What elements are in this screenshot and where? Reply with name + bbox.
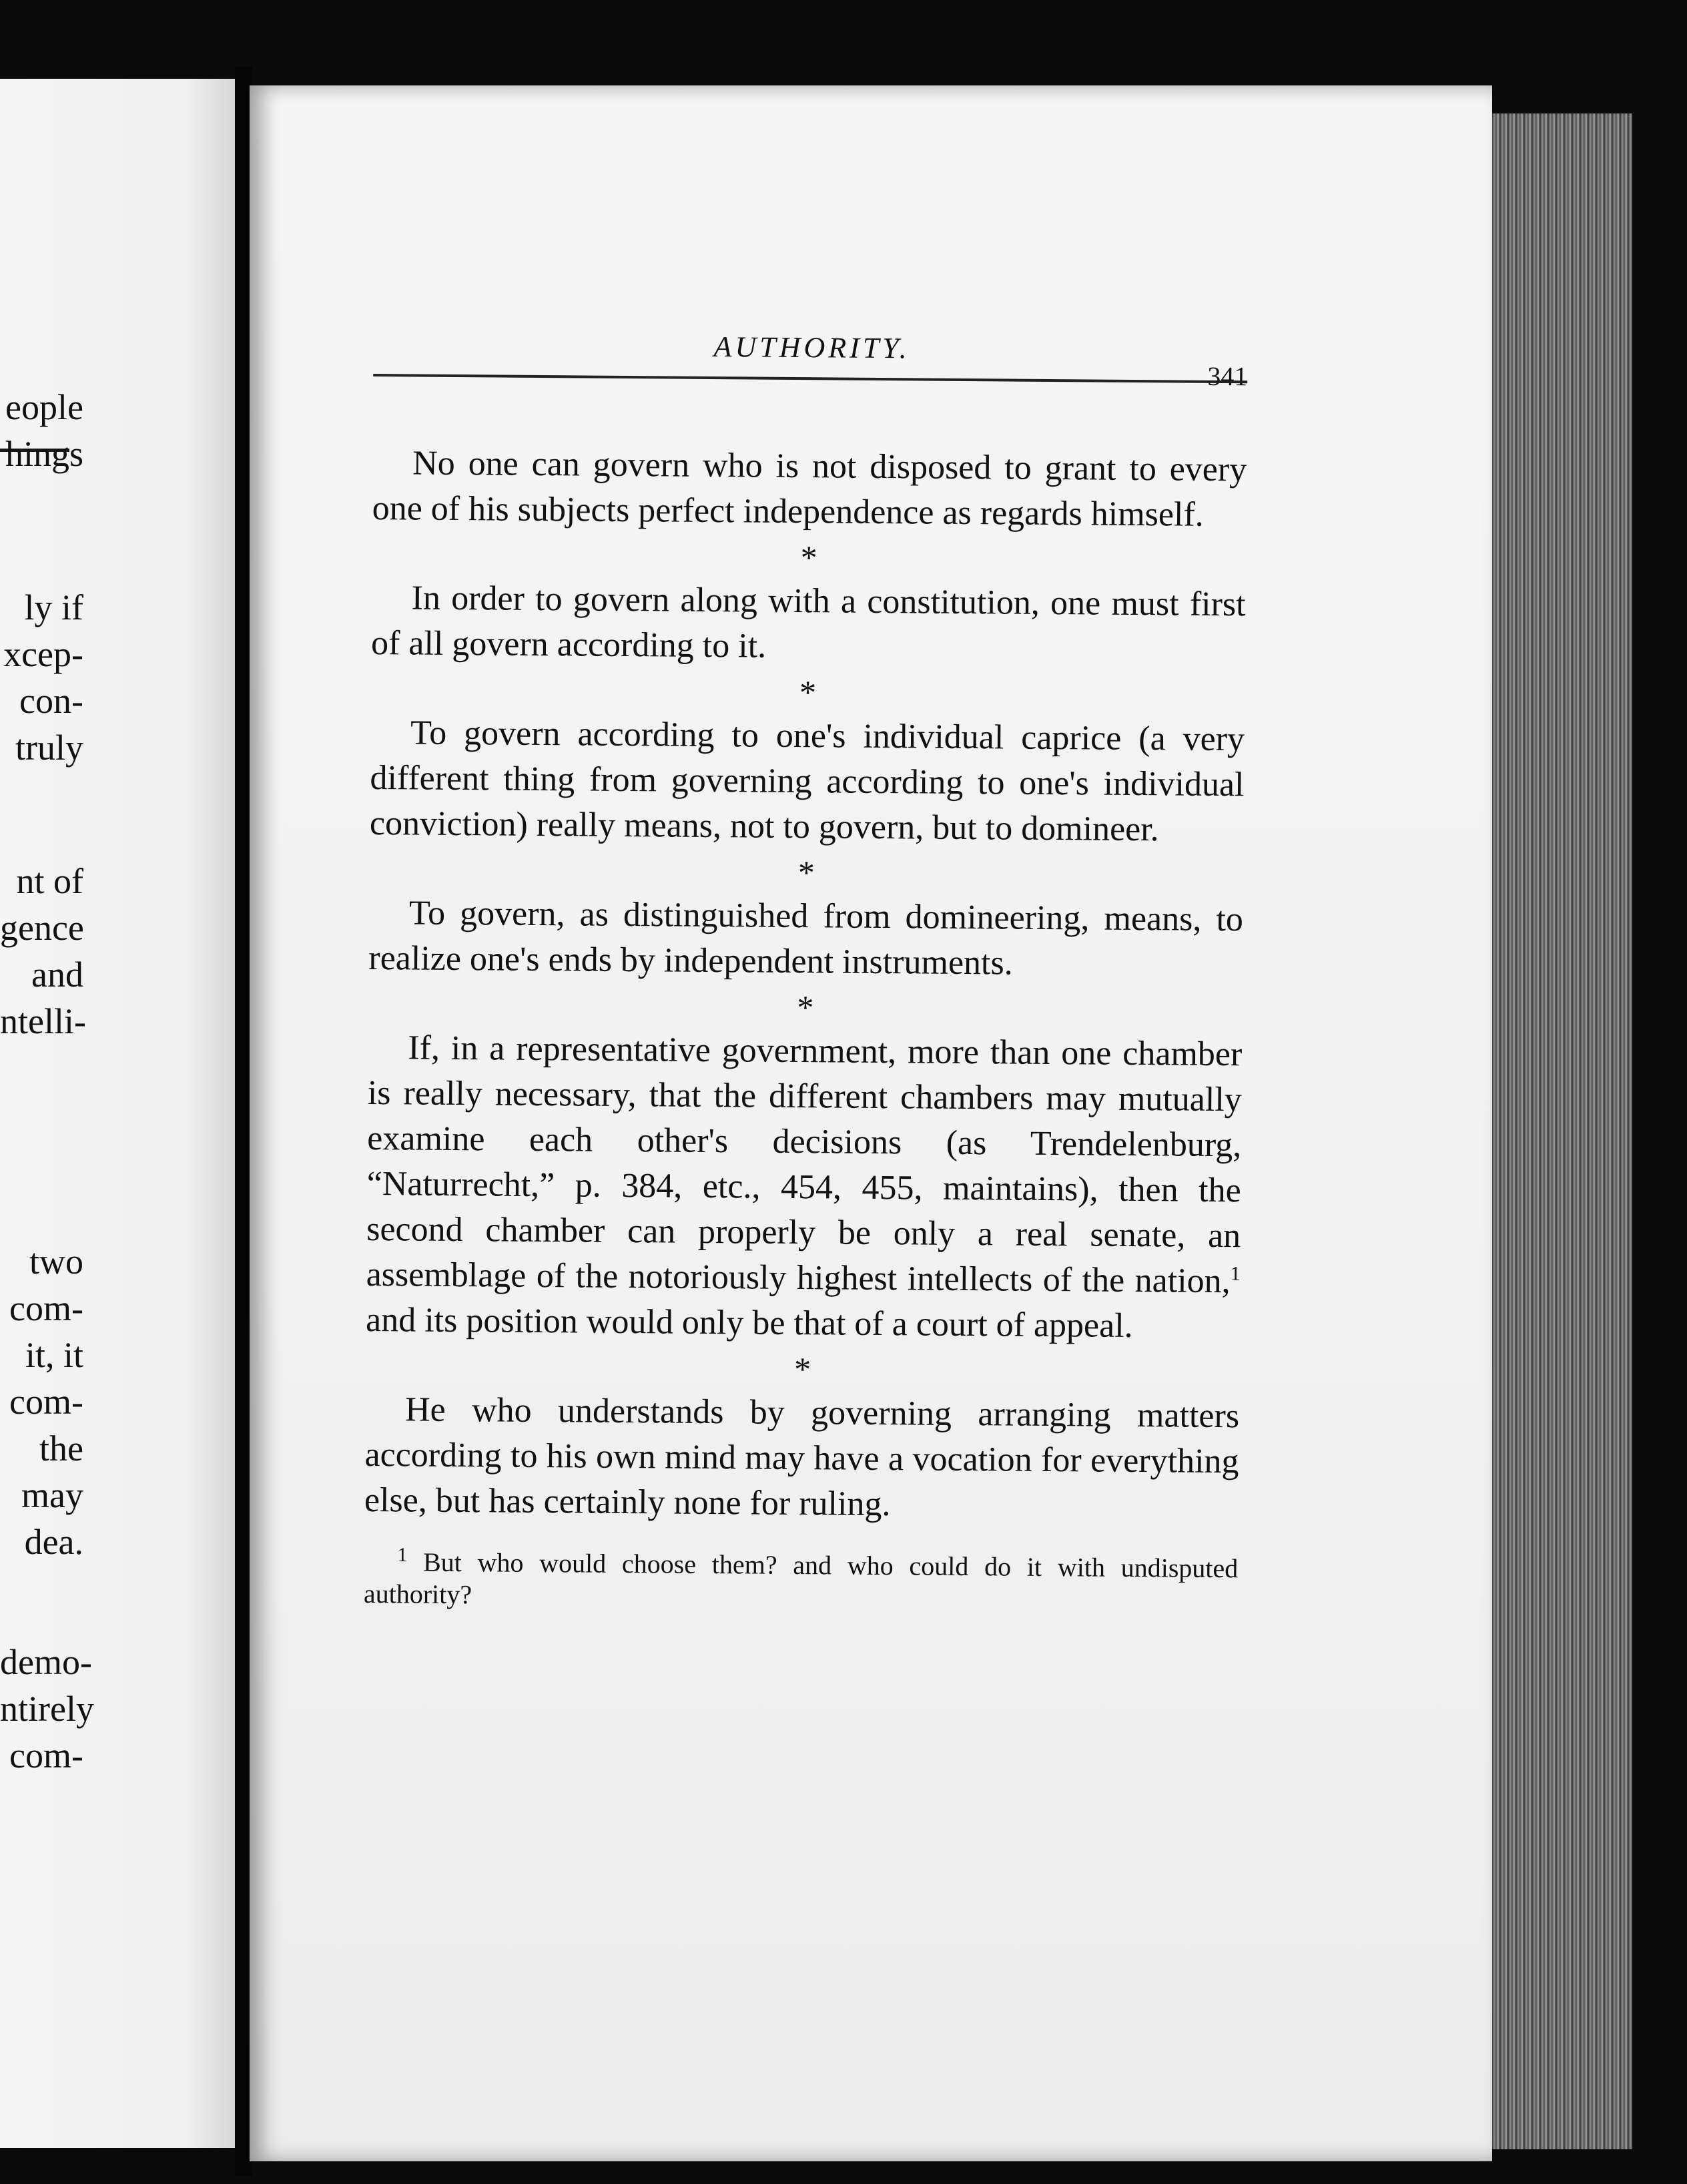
running-title: AUTHORITY. [713, 330, 910, 365]
asterisk-separator: * [799, 673, 817, 712]
left-page-fragment: con- [19, 681, 83, 721]
left-page-fragment: the [39, 1428, 83, 1468]
left-page-fragment: and [31, 954, 83, 995]
paragraph-with-footnote [366, 1025, 1243, 1350]
left-page-fragment: ntelli- [0, 1001, 86, 1041]
page-number: 341 [1207, 360, 1248, 392]
left-page-fragment: may [21, 1475, 83, 1515]
paragraph: To govern according to one's individual caprice (a very different thing from governing according to one's individual conviction) really means, not to govern, but to domineer. [369, 714, 1245, 849]
page-edges [1492, 113, 1632, 2149]
header-rule [373, 374, 1247, 383]
footnote [364, 1546, 1239, 1617]
running-head [373, 314, 1248, 392]
paragraph: In order to govern along with a constitution, one must first of all govern according to it. [370, 579, 1246, 665]
footnote-reference: 1 [1230, 1262, 1241, 1285]
asterisk-separator: * [797, 989, 814, 1027]
left-page-fragment: it, it [25, 1335, 83, 1375]
left-page-fragment: ntirely [0, 1689, 94, 1729]
asterisk-separator: * [793, 1350, 811, 1388]
left-page-fragment: com- [9, 1288, 83, 1328]
body-text [364, 441, 1247, 1617]
left-page-fragment: xcep- [3, 634, 83, 674]
left-page-fragment: two [29, 1242, 83, 1282]
left-page-fragment: nt of [16, 861, 83, 901]
left-page-fragment: ly if [24, 587, 83, 627]
left-page-fragment: dea. [24, 1522, 83, 1562]
left-page-fragment: gence [0, 908, 84, 948]
asterisk-separator: * [800, 539, 817, 577]
left-page-fragment: com- [9, 1735, 83, 1776]
paragraph: No one can govern who is not disposed to grant to every one of his subjects perfect independence as regards himself. [372, 444, 1247, 534]
footnote-marker: 1 [397, 1544, 408, 1567]
page-text-block [363, 314, 1248, 1643]
asterisk-separator: * [797, 854, 815, 892]
previous-page [0, 79, 235, 2148]
paragraph-text-continued: and its position would only be that of a court of appeal. [365, 1300, 1133, 1345]
paragraph: He who understands by governing arranging matters according to his own mind may have a vocation for everything else, but has certainly none for ruling. [364, 1390, 1240, 1524]
left-page-fragment: eople [5, 387, 83, 427]
left-page-fragment: truly [15, 728, 83, 768]
left-page-fragment: com- [9, 1382, 83, 1422]
paragraph-text: If, in a representative government, more than one chamber is really necessary, that the different chambers may mutually examine each other's decisions (as Trendelenburg, “Naturrecht,” p. 384, etc., 454, 455, maintains), then the second chamber can properly be only a real senate, an assemblage of the notoriously highest intellects of the nation, [366, 1029, 1243, 1301]
left-page-fragment: demo- [0, 1642, 92, 1682]
footnote-text: But who would choose them? and who could do it with undisputed authority? [363, 1547, 1239, 1610]
left-page-fragment: hings [5, 434, 83, 474]
paragraph: To govern, as distinguished from domineering, means, to realize one's ends by independent instruments. [368, 894, 1244, 983]
